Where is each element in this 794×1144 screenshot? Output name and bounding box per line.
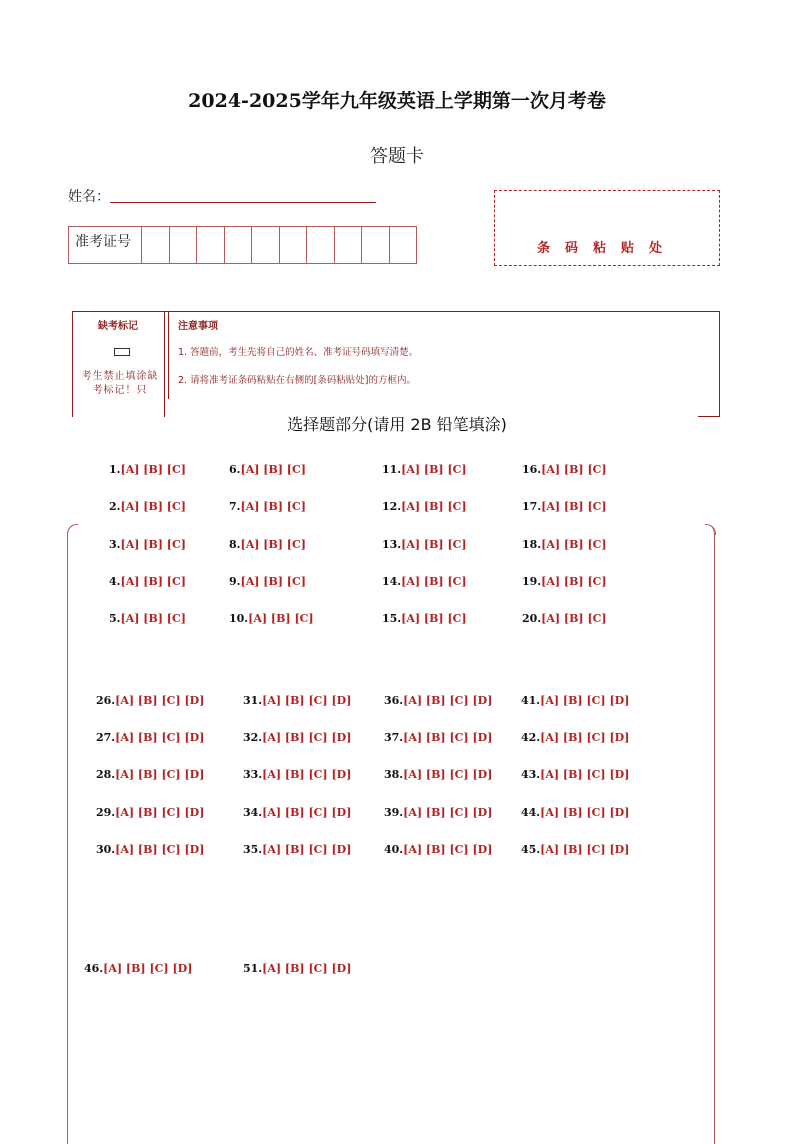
question-item[interactable] (96, 843, 204, 856)
answer-options[interactable]: [A] [B] [C] [D] (262, 731, 352, 744)
question-item[interactable] (96, 806, 204, 819)
answer-options[interactable]: [A] [B] [C] [D] (403, 806, 493, 819)
name-field[interactable] (110, 202, 376, 203)
question-item[interactable] (382, 463, 467, 476)
question-number: 9. (229, 575, 241, 588)
barcode-label: 条码粘贴处 (536, 241, 677, 256)
frame-corner (67, 524, 78, 535)
question-number: 15. (382, 612, 402, 625)
question-number: 42. (521, 731, 541, 744)
exam-id-cell[interactable] (252, 227, 280, 263)
answer-options[interactable]: [A] [B] [C] [D] (540, 806, 630, 819)
absent-mark-box[interactable] (114, 348, 130, 356)
question-number: 1. (109, 463, 121, 476)
question-item[interactable] (96, 694, 204, 707)
question-number: 30. (96, 843, 116, 856)
question-item[interactable] (382, 575, 467, 588)
question-item[interactable] (521, 843, 629, 856)
answer-options[interactable]: [A] [B] [C] [D] (262, 768, 352, 781)
question-item[interactable] (382, 538, 467, 551)
answer-options[interactable]: [A] [B] [C] [D] (115, 806, 205, 819)
answer-options[interactable]: [A] [B] [C] [D] (262, 806, 352, 819)
answer-options[interactable]: [A] [B] [C] (240, 500, 306, 513)
note-item: 2. 请将准考证条码粘贴在右侧的[条码粘贴处]的方框内。 (178, 375, 416, 386)
absent-mark-label: 缺考标记 (98, 321, 138, 332)
question-item[interactable] (521, 806, 629, 819)
question-number: 16. (522, 463, 542, 476)
question-item[interactable] (384, 843, 492, 856)
answer-options[interactable]: [A] [B] [C] [D] (115, 694, 205, 707)
answer-options[interactable]: [A] [B] [C] (401, 500, 467, 513)
question-number: 39. (384, 806, 404, 819)
question-item[interactable] (384, 806, 492, 819)
absent-note: 考生禁止填涂缺考标记！只 (81, 371, 159, 396)
question-number: 35. (243, 843, 263, 856)
frame-corner (705, 524, 716, 535)
question-item[interactable] (96, 731, 204, 744)
answer-options[interactable]: [A] [B] [C] (541, 463, 607, 476)
answer-options[interactable]: [A] [B] [C] [D] (403, 731, 493, 744)
question-item[interactable] (229, 463, 306, 476)
answer-options[interactable]: [A] [B] [C] [D] (403, 843, 493, 856)
answer-options[interactable]: [A] [B] [C] [D] (540, 843, 630, 856)
question-item[interactable] (229, 500, 306, 513)
question-number: 8. (229, 538, 241, 551)
question-item[interactable] (522, 500, 607, 513)
question-number: 46. (84, 962, 104, 975)
answer-sheet-subtitle: 答题卡 (370, 146, 424, 167)
question-number: 14. (382, 575, 402, 588)
question-item[interactable] (243, 843, 351, 856)
question-item[interactable] (96, 768, 204, 781)
question-number: 43. (521, 768, 541, 781)
question-number: 33. (243, 768, 263, 781)
note-item: 1. 答题前，考生先将自己的姓名、准考证号码填写清楚。 (178, 347, 419, 358)
question-number: 44. (521, 806, 541, 819)
exam-id-cell[interactable] (362, 227, 390, 263)
answer-options[interactable]: [A] [B] [C] (541, 612, 607, 625)
answer-options[interactable]: [A] [B] [C] [D] (103, 962, 193, 975)
question-number: 37. (384, 731, 404, 744)
answer-options[interactable]: [A] [B] [C] (120, 575, 186, 588)
question-number: 36. (384, 694, 404, 707)
notice-panel (72, 311, 720, 417)
question-item[interactable] (84, 962, 192, 975)
answer-options[interactable]: [A] [B] [C] (240, 538, 306, 551)
question-number: 28. (96, 768, 116, 781)
exam-id-cell[interactable] (390, 227, 417, 263)
page-title: 2024-2025学年九年级英语上学期第一次月考卷 (188, 90, 606, 112)
question-item[interactable] (243, 731, 351, 744)
answer-options[interactable]: [A] [B] [C] [D] (403, 768, 493, 781)
question-number: 4. (109, 575, 121, 588)
exam-id-cell[interactable] (225, 227, 253, 263)
exam-id-cell[interactable] (142, 227, 170, 263)
question-item[interactable] (243, 962, 351, 975)
question-item[interactable] (229, 612, 314, 625)
question-item[interactable] (243, 768, 351, 781)
question-item[interactable] (521, 731, 629, 744)
answer-options[interactable]: [A] [B] [C] (401, 575, 467, 588)
answer-options[interactable]: [A] [B] [C] [D] (115, 768, 205, 781)
answer-options[interactable]: [A] [B] [C] (401, 463, 467, 476)
barcode-area (494, 190, 720, 266)
question-number: 3. (109, 538, 121, 551)
question-number: 19. (522, 575, 542, 588)
section-title: 选择题部分(请用 2B 铅笔填涂) (287, 415, 507, 434)
question-item[interactable] (522, 612, 607, 625)
question-number: 26. (96, 694, 116, 707)
question-number: 34. (243, 806, 263, 819)
exam-id-cell[interactable] (197, 227, 225, 263)
question-item[interactable] (521, 694, 629, 707)
question-number: 41. (521, 694, 541, 707)
question-item[interactable] (109, 463, 186, 476)
answer-options[interactable]: [A] [B] [C] [D] (540, 768, 630, 781)
question-number: 45. (521, 843, 541, 856)
exam-id-cell[interactable] (170, 227, 198, 263)
question-item[interactable] (243, 806, 351, 819)
question-item[interactable] (243, 694, 351, 707)
answer-options[interactable]: [A] [B] [C] (541, 500, 607, 513)
question-item[interactable] (384, 731, 492, 744)
notes-title: 注意事项 (178, 321, 218, 332)
question-number: 10. (229, 612, 249, 625)
question-number: 51. (243, 962, 263, 975)
exam-id-cell[interactable] (280, 227, 308, 263)
question-number: 40. (384, 843, 404, 856)
answer-options[interactable]: [A] [B] [C] (541, 575, 607, 588)
question-item[interactable] (382, 612, 467, 625)
question-item[interactable] (109, 575, 186, 588)
question-item[interactable] (384, 694, 492, 707)
question-number: 12. (382, 500, 402, 513)
exam-id-cell[interactable] (335, 227, 363, 263)
answer-options[interactable]: [A] [B] [C] (401, 612, 467, 625)
question-number: 7. (229, 500, 241, 513)
question-item[interactable] (109, 500, 186, 513)
answer-options[interactable]: [A] [B] [C] (120, 612, 186, 625)
answer-options[interactable]: [A] [B] [C] [D] (540, 694, 630, 707)
question-number: 29. (96, 806, 116, 819)
answer-options[interactable]: [A] [B] [C] (541, 538, 607, 551)
question-number: 13. (382, 538, 402, 551)
question-number: 5. (109, 612, 121, 625)
exam-id-grid (68, 226, 417, 264)
notice-frame (72, 311, 720, 417)
question-number: 32. (243, 731, 263, 744)
question-number: 31. (243, 694, 263, 707)
question-item[interactable] (522, 538, 607, 551)
answer-options[interactable]: [A] [B] [C] [D] (262, 694, 352, 707)
question-item[interactable] (384, 768, 492, 781)
question-item[interactable] (521, 768, 629, 781)
answer-options[interactable]: [A] [B] [C] (401, 538, 467, 551)
answer-options[interactable]: [A] [B] [C] [D] (262, 962, 352, 975)
question-item[interactable] (522, 463, 607, 476)
question-number: 2. (109, 500, 121, 513)
question-number: 17. (522, 500, 542, 513)
answer-options[interactable]: [A] [B] [C] [D] (115, 843, 205, 856)
exam-id-cell[interactable] (307, 227, 335, 263)
answer-options[interactable]: [A] [B] [C] (240, 575, 306, 588)
question-number: 18. (522, 538, 542, 551)
exam-id-label: 准考证号 (69, 227, 142, 263)
question-number: 11. (382, 463, 402, 476)
answer-options[interactable]: [A] [B] [C] (240, 463, 306, 476)
divider (168, 311, 169, 399)
question-item[interactable] (229, 575, 306, 588)
answer-options[interactable]: [A] [B] [C] (120, 463, 186, 476)
question-item[interactable] (109, 612, 186, 625)
question-number: 27. (96, 731, 116, 744)
question-item[interactable] (522, 575, 607, 588)
question-item[interactable] (382, 500, 467, 513)
question-number: 20. (522, 612, 542, 625)
answer-options[interactable]: [A] [B] [C] [D] (403, 694, 493, 707)
answer-options[interactable]: [A] [B] [C] (120, 538, 186, 551)
answer-options[interactable]: [A] [B] [C] [D] (115, 731, 205, 744)
question-item[interactable] (229, 538, 306, 551)
question-number: 6. (229, 463, 241, 476)
answer-options[interactable]: [A] [B] [C] [D] (262, 843, 352, 856)
answer-options[interactable]: [A] [B] [C] (248, 612, 314, 625)
answer-options[interactable]: [A] [B] [C] [D] (540, 731, 630, 744)
question-item[interactable] (109, 538, 186, 551)
name-label: 姓名： (68, 189, 110, 205)
answer-options[interactable]: [A] [B] [C] (120, 500, 186, 513)
question-number: 38. (384, 768, 404, 781)
